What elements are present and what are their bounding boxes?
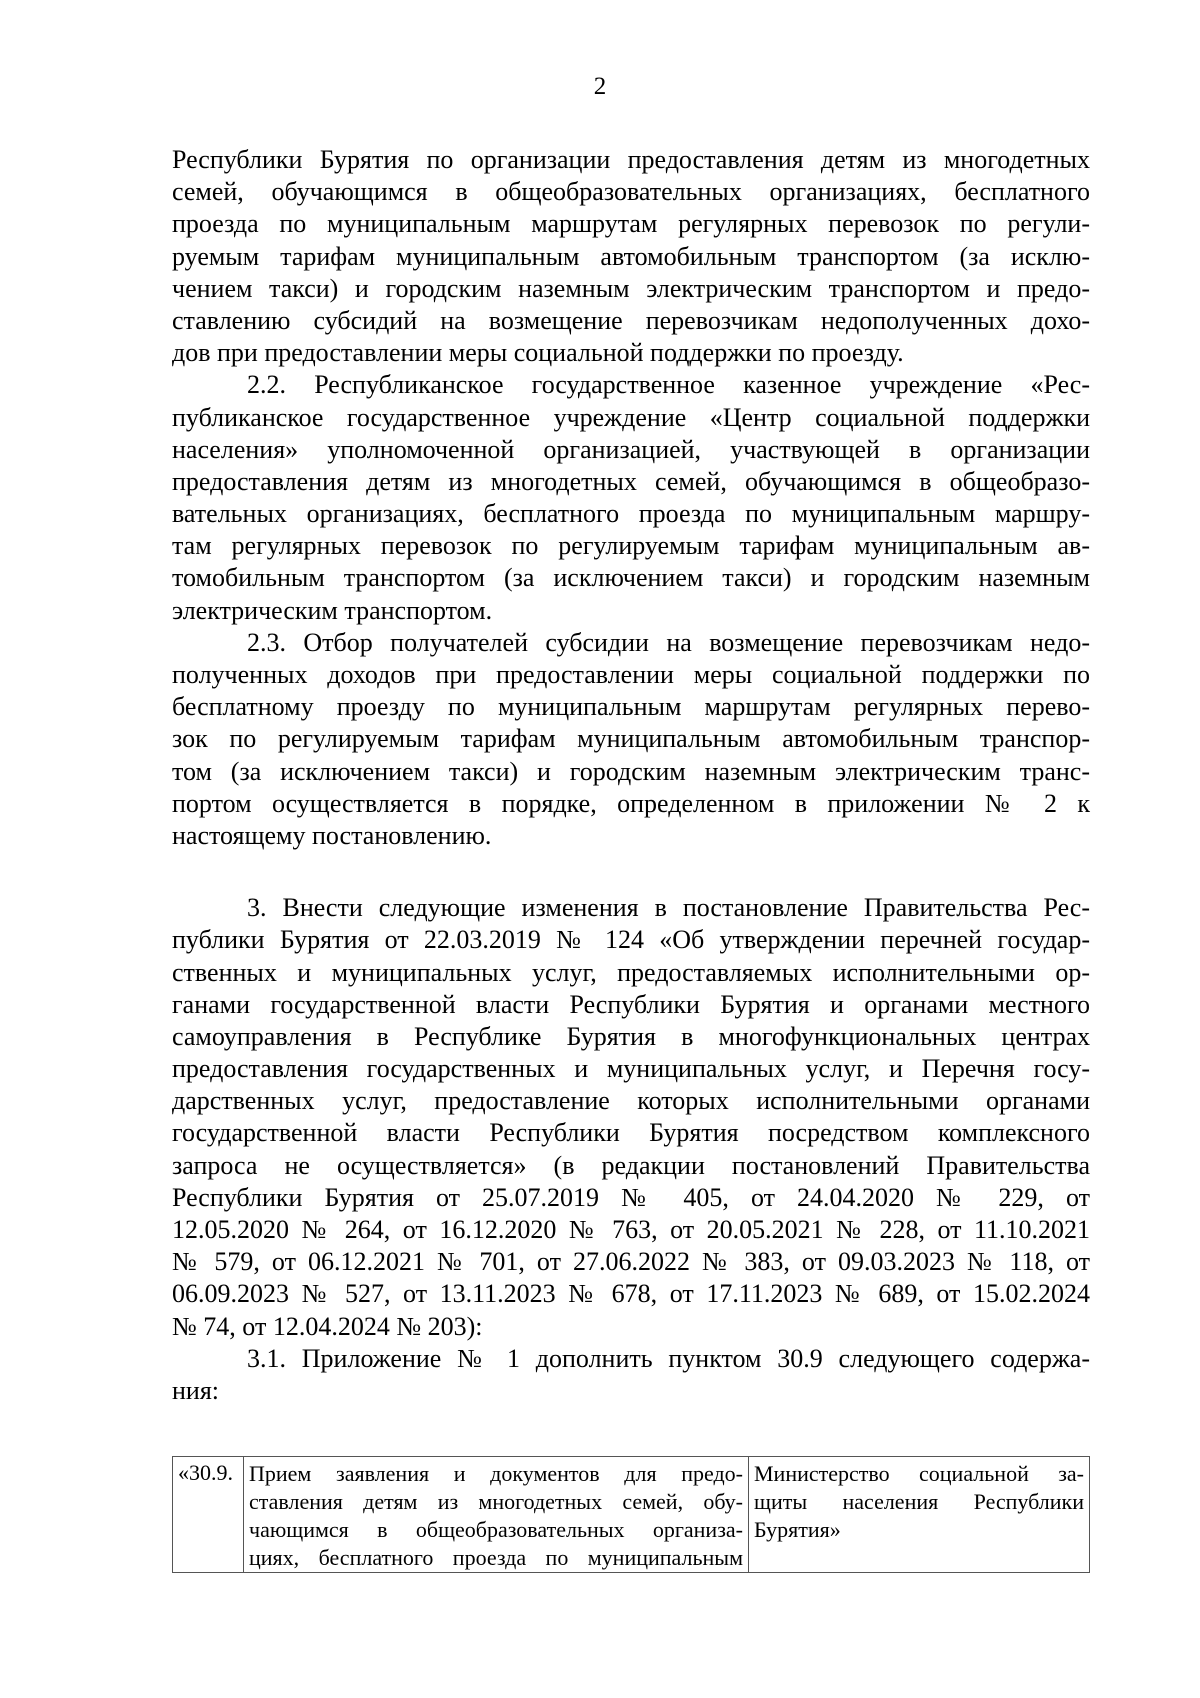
- text-line: ния:: [172, 1375, 220, 1405]
- item-number-cell: [173, 1457, 244, 1573]
- text-line: предоставления государственных и муниципальных услуг, и Перечня госу-: [172, 1054, 1090, 1084]
- paragraph-3-1: [172, 1343, 1090, 1407]
- text-line: самоуправления в Республике Бурятия в многофункциональных центрах: [172, 1021, 1090, 1051]
- text-line: проезда по муниципальным маршрутам регулярных перевозок по регули-: [172, 209, 1090, 239]
- text-line: 3. Внести следующие изменения в постановление Правительства Рес-: [247, 893, 1090, 923]
- text-line: ственных и муниципальных услуг, предоставляемых исполнительными ор-: [172, 957, 1090, 987]
- text-line: Республики Бурятия по организации предоставления детям из многодетных: [172, 145, 1090, 174]
- text-line: Республики Бурятия от 25.07.2019 № 405, от 24.04.2020 № 229, от: [172, 1182, 1090, 1212]
- table-row: [173, 1457, 1090, 1573]
- text-line: чением такси) и городским наземным электрическим транспортом и предо-: [172, 273, 1090, 303]
- text-line: 2.3. Отбор получателей субсидии на возмещение перевозчикам недо-: [247, 627, 1090, 657]
- text-line: полученных доходов при предоставлении меры социальной поддержки по: [172, 660, 1090, 689]
- text-line: государственной власти Республики Бурятия посредством комплексного: [172, 1118, 1090, 1148]
- paragraph-2-1-continuation: [172, 144, 1090, 369]
- text-line: портом осуществляется в порядке, определенном в приложении № 2 к: [172, 788, 1090, 818]
- service-line: чающимся в общеобразовательных организа-: [249, 1517, 743, 1542]
- document-body: [172, 144, 1090, 1407]
- text-line: дов при предоставлении меры социальной поддержки по проезду.: [172, 338, 904, 368]
- text-line: населения» уполномоченной организацией, участвующей в организации: [172, 434, 1090, 464]
- text-line: руемым тарифам муниципальным автомобильным транспортом (за исклю-: [172, 241, 1090, 271]
- text-line: публики Бурятия от 22.03.2019 № 124 «Об утверждении перечней государ-: [172, 925, 1090, 955]
- authority-line: Бурятия»: [754, 1517, 841, 1542]
- text-line: зок по регулируемым тарифам муниципальным автомобильным транспор-: [172, 724, 1090, 754]
- paragraph-3: [172, 892, 1090, 1343]
- service-line: Прием заявления и документов для предо-: [249, 1461, 743, 1486]
- service-line: циях, бесплатного проезда по муниципальным: [249, 1545, 743, 1570]
- authority-line: щиты населения Республики: [754, 1489, 1084, 1514]
- text-line: № 74, от 12.04.2024 № 203):: [172, 1311, 483, 1341]
- paragraph-2-2: [172, 369, 1090, 627]
- service-cell: [244, 1457, 749, 1573]
- paragraph-2-3: [172, 627, 1090, 852]
- text-line: бесплатному проезду по муниципальным маршрутам регулярных перево-: [172, 692, 1090, 722]
- text-line: 06.09.2023 № 527, от 13.11.2023 № 678, от 17.11.2023 № 689, от 15.02.2024: [172, 1279, 1090, 1309]
- authority-line: Министерство социальной за-: [754, 1461, 1084, 1486]
- authority-cell: [749, 1457, 1090, 1573]
- text-line: томобильным транспортом (за исключением такси) и городским наземным: [172, 563, 1090, 593]
- text-line: публиканское государственное учреждение «Центр социальной поддержки: [172, 402, 1090, 432]
- text-line: вательных организациях, бесплатного проезда по муниципальным маршру-: [172, 499, 1090, 529]
- text-line: запроса не осуществляется» (в редакции постановлений Правительства: [172, 1150, 1090, 1180]
- text-line: дарственных услуг, предоставление которых исполнительными органами: [172, 1086, 1090, 1116]
- text-line: электрическим транспортом.: [172, 595, 493, 625]
- service-line: ставления детям из многодетных семей, обу-: [249, 1489, 743, 1514]
- paragraph-spacer: [172, 852, 1090, 892]
- text-line: том (за исключением такси) и городским наземным электрическим транс-: [172, 756, 1090, 786]
- text-line: 2.2. Республиканское государственное казенное учреждение «Рес-: [247, 370, 1090, 400]
- item-number: «30.9.: [178, 1460, 233, 1485]
- text-line: № 579, от 06.12.2021 № 701, от 27.06.2022 № 383, от 09.03.2023 № 118, от: [172, 1247, 1090, 1277]
- text-line: настоящему постановлению.: [172, 820, 492, 850]
- amendment-table: [172, 1456, 1090, 1573]
- text-line: 3.1. Приложение № 1 дополнить пунктом 30.9 следующего содержа-: [247, 1343, 1090, 1373]
- text-line: семей, обучающимся в общеобразовательных организациях, бесплатного: [172, 177, 1090, 207]
- text-line: 12.05.2020 № 264, от 16.12.2020 № 763, от 20.05.2021 № 228, от 11.10.2021: [172, 1215, 1090, 1244]
- text-line: предоставления детям из многодетных семей, обучающимся в общеобразо-: [172, 466, 1090, 496]
- text-line: ставлению субсидий на возмещение перевозчикам недополученных дохо-: [172, 305, 1090, 335]
- text-line: там регулярных перевозок по регулируемым тарифам муниципальным ав-: [172, 531, 1090, 561]
- page-number: 2: [593, 73, 607, 100]
- text-line: ганами государственной власти Республики Бурятия и органами местного: [172, 989, 1090, 1019]
